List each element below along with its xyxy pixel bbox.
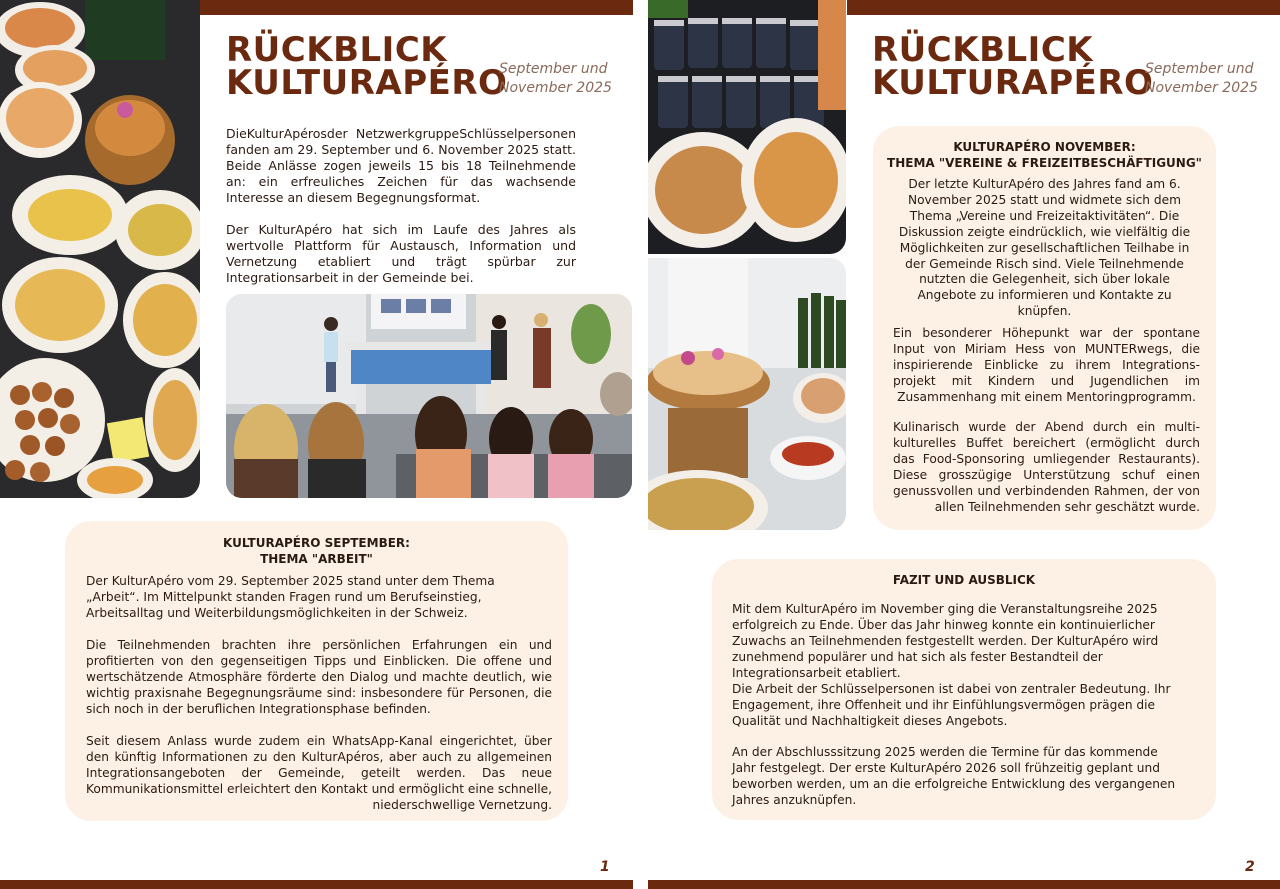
card-paragraph-3: Seit diesem Anlass wurde zudem ein WhatsApp-Kanal eingerichtet, über den künftig Informationen zu den KulturApéros, aber auch zu allgemeinen Integrationsangeboten der Gemeinde, geteilt werden. Das neue Kommunikationsmittel erleichtert den Kontakt und ermöglicht eine schnelle, niederschwellige Vernetzung. [86, 734, 552, 812]
page-number: 2 [1245, 859, 1255, 875]
card-paragraph-2: Die Arbeit der Schlüsselpersonen ist dabei von zentraler Bedeutung. Ihr Engagement, ihre Offenheit und ihr Einfühlungsvermögen prägen die Qualität und Nachhaltigkeit dieses Angebots. [732, 682, 1171, 728]
intro-paragraph-1: DieKulturApérosder NetzwerkgruppeSchlüsselpersonen fanden am 29. September und 6. November 2025 statt. Beide Anlässe zogen jeweils 15 bis 18 Teilnehmende an: ein erfreuliches Zeichen für das wachsende Interesse an diesem Begegnungsformat. [226, 126, 576, 205]
date-range [1145, 60, 1258, 98]
card-title-line-2: THEMA "VEREINE & FREIZEITBESCHÄFTIGUNG" [887, 156, 1202, 170]
september-card [65, 521, 568, 821]
page-2 [648, 0, 1280, 889]
card-paragraph-3: Kulinarisch wurde der Abend durch ein multi-kulturelles Buffet bereichert (ermöglicht durch das Food-Sponsoring umliegender Restaurants). Diese grosszügige Unterstützung schuf einen genussvollen und verbindenden Rahmen, der von allen Teilnehmenden sehr geschätzt wurde. [893, 420, 1200, 514]
drinks-pastries-photo [648, 0, 846, 254]
card-title-line-1: KULTURAPÉRO SEPTEMBER: [223, 536, 410, 550]
buffet-photo [0, 0, 200, 498]
page-title [226, 30, 508, 103]
date-range [499, 60, 612, 98]
card-paragraph-1: Der KulturApéro vom 29. September 2025 stand unter dem Thema „Arbeit“. Im Mittelpunkt standen Fragen rund um Berufseinstieg, Arbeitsalltag und Weiterbildungsmöglichkeiten in der Schweiz. [86, 574, 495, 620]
card-paragraph-3: An der Abschlusssitzung 2025 werden die Termine für das kommende Jahr festgelegt. Der erste KulturApéro 2026 soll frühzeitig geplant und beworben werden, um an die erfolgreiche Entwicklung des vergangenen Jahres anzuknüpfen. [732, 745, 1176, 807]
dates-line-1: September und [499, 61, 608, 77]
card-title-line-2: THEMA "ARBEIT" [260, 552, 373, 566]
intro-paragraph-2: Der KulturApéro hat sich im Laufe des Jahres als wertvolle Plattform für Austausch, Information und Vernetzung etabliert und trägt spürbar zur Integrationsarbeit in der Gemeinde bei. [226, 222, 576, 285]
top-bar [200, 0, 633, 15]
title-line-1: RÜCKBLICK [226, 30, 448, 70]
card-paragraph-2: Die Teilnehmenden brachten ihre persönlichen Erfahrungen ein und profitierten von den gegenseitigen Tipps und Einblicken. Die offene und wertschätzende Atmosphäre förderte den Dialog und machte deutlich, wie wichtig praxisnahe Begegnungsräume sind: insbesondere für Personen, die sich noch in der beruflichen Integrationsphase befinden. [86, 638, 552, 716]
dates-line-2: November 2025 [499, 80, 612, 96]
title-line-2: KULTURAPÉRO [872, 63, 1154, 103]
card-paragraph-1: Mit dem KulturApéro im November ging die Veranstaltungsreihe 2025 erfolgreich zu Ende. Über das Jahr hinweg konnte ein kontinuierlicher Zuwachs an Teilnehmenden festgestellt werden. Der KulturApéro wird zunehmend populärer und hat sich als fester Bestandteil der Integrationsarbeit etabliert. [732, 602, 1159, 680]
card-paragraph-1: Der letzte KulturApéro des Jahres fand am 6. November 2025 statt und widmete sich dem Thema „Vereine und Freizeitaktivitäten“. Die Diskussion zeigte eindrücklich, wie vielfältig die Möglichkeiten zur gesellschaftlichen Teilhabe in der Gemeinde Risch sind. Viele Teilnehmende nutzten die Gelegenheit, sich über lokale Angebote zu informieren und Kontakte zu knüpfen. [898, 177, 1191, 319]
bottom-bar [648, 880, 1280, 889]
title-line-1: RÜCKBLICK [872, 30, 1094, 70]
dates-line-1: September und [1145, 61, 1254, 77]
card-title-line-1: KULTURAPÉRO NOVEMBER: [953, 140, 1136, 154]
event-room-photo [226, 294, 632, 498]
fazit-card [712, 559, 1216, 820]
title-line-2: KULTURAPÉRO [226, 63, 508, 103]
top-bar [847, 0, 1280, 15]
page-title [872, 30, 1154, 103]
card-paragraph-2: Ein besonderer Höhepunkt war der spontane Input von Miriam Hess von MUNTERwegs, die inspirierende Einblicke zu ihrem Integrations-projekt mit Kindern und Jugendlichen im Zusammenhang mit einem Mentoringprogramm. [893, 326, 1200, 404]
november-card [873, 126, 1216, 530]
card-title: FAZIT UND AUSBLICK [892, 573, 1036, 587]
page-1 [0, 0, 633, 889]
page-number: 1 [600, 859, 610, 875]
bottom-bar [0, 880, 633, 889]
card-title [873, 139, 1216, 171]
card-title [65, 535, 568, 567]
buffet-basket-photo [648, 258, 846, 530]
dates-line-2: November 2025 [1145, 80, 1258, 96]
